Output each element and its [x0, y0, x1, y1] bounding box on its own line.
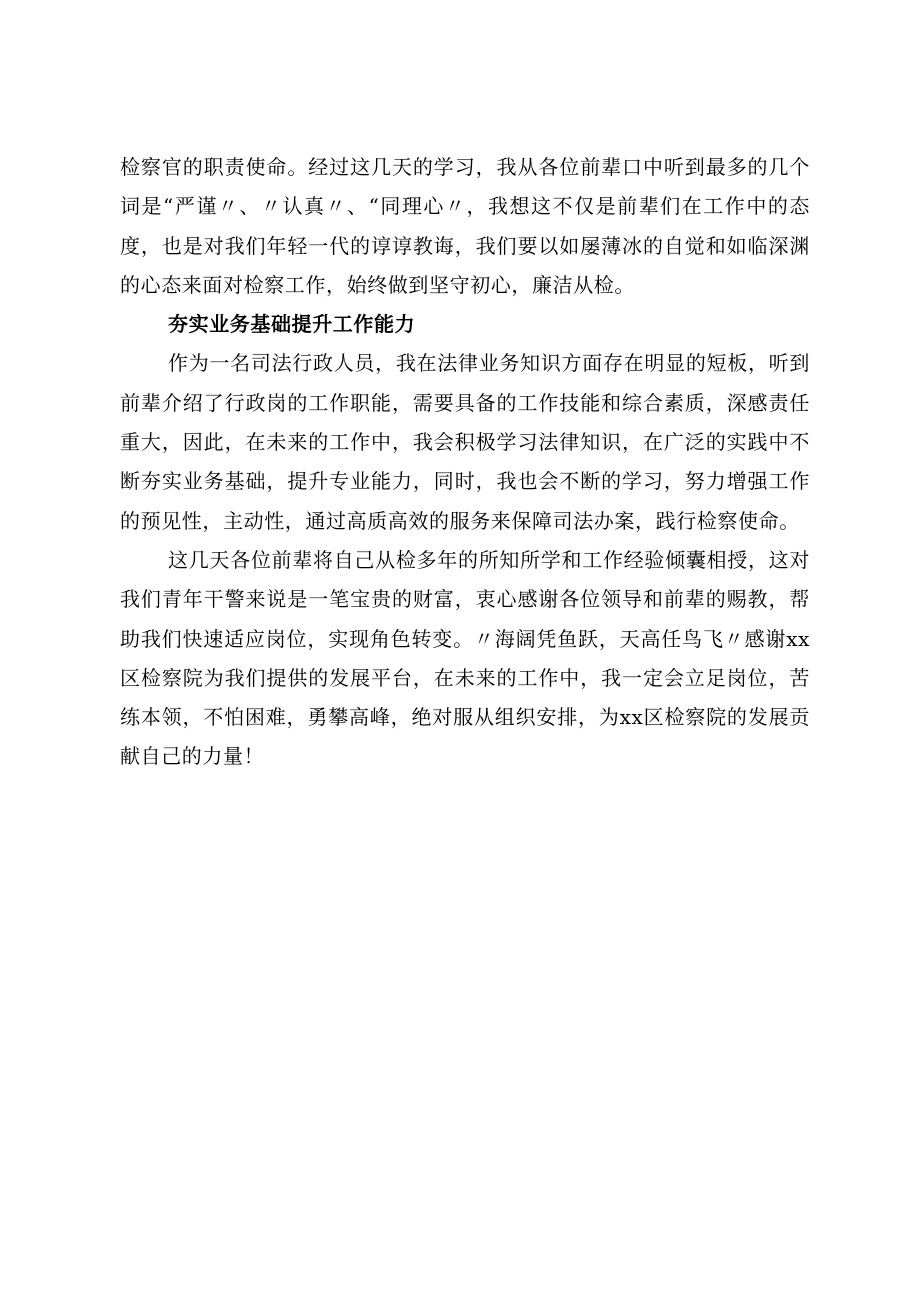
paragraph-gratitude: 这几天各位前辈将自己从检多年的所知所学和工作经验倾囊相授，这对我们青年干警来说是一笔宝贵的财富，衷心感谢各位领导和前辈的赐教，帮助我们快速适应岗位，实现角色转变。〃海阔凭鱼跃，天高任鸟飞〃感谢xx区检察院为我们提供的发展平台，在未来的工作中，我一定会立足岗位，苦练本领，不怕困难，勇攀高峰，绝对服从组织安排，为xx区检察院的发展贡献自己的力量！ — [120, 547, 810, 769]
paragraph-duty-mission: 检察官的职责使命。经过这几天的学习，我从各位前辈口中听到最多的几个词是“严谨〃、〃认真〃、“同理心〃，我想这不仅是前辈们在工作中的态度，也是对我们年轻一代的谆谆教诲，我们要以如屡薄冰的自觉和如临深渊的心态来面对检察工作，始终做到坚守初心，廉洁从检。 — [120, 155, 810, 297]
paragraph-professional-ability: 作为一名司法行政人员，我在法律业务知识方面存在明显的短板，听到前辈介绍了行政岗的工作职能，需要具备的工作技能和综合素质，深感责任重大，因此，在未来的工作中，我会积极学习法律知识，在广泛的实践中不断夯实业务基础，提升专业能力，同时，我也会不断的学习，努力增强工作的预见性，主动性，通过高质高效的服务来保障司法办案，践行检察使命。 — [120, 351, 810, 533]
document-page — [120, 148, 810, 777]
section-heading: 夯实业务基础提升工作能力 — [168, 312, 416, 337]
